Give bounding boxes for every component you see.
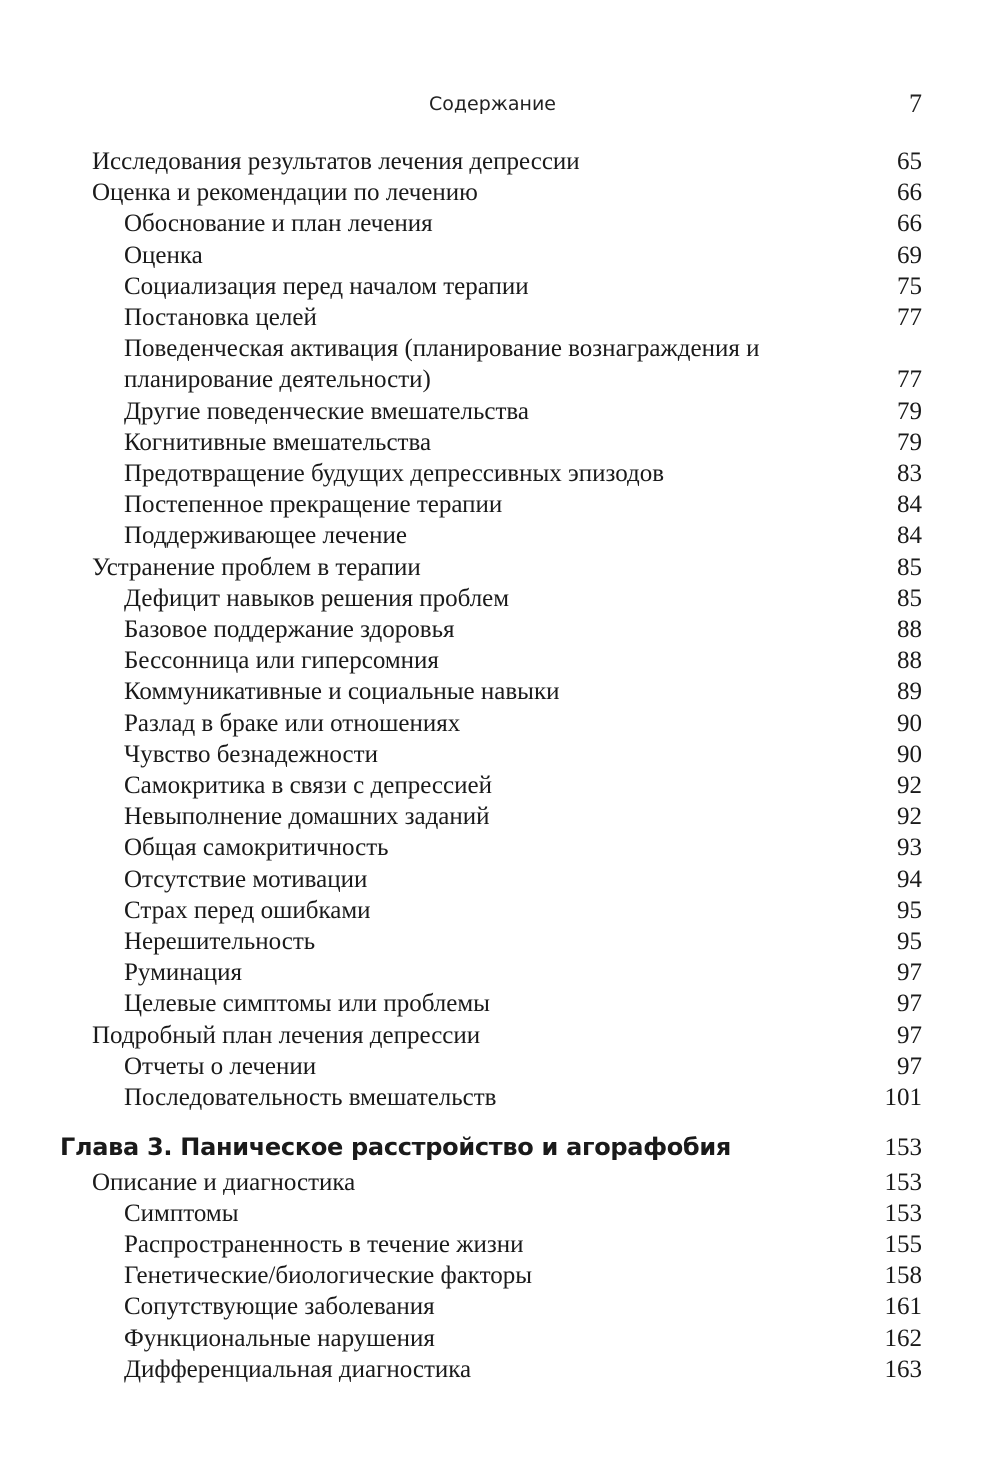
- toc-entry-page-number: 97: [897, 1021, 922, 1049]
- running-head: [0, 88, 1000, 120]
- toc-entry-page-number: 90: [897, 740, 922, 768]
- toc-entry-page-number: 158: [884, 1262, 922, 1290]
- toc-entry: [0, 864, 1000, 895]
- toc-entry-title: Бессонница или гиперсомния: [124, 647, 439, 675]
- toc-entry-page-number: 69: [897, 241, 922, 269]
- toc-entry: [0, 271, 1000, 302]
- toc-entry-title: Чувство безнадежности: [124, 740, 378, 768]
- toc-entry: [0, 801, 1000, 832]
- toc-entry-page-number: 66: [897, 179, 922, 207]
- toc-entry-page-number: 79: [897, 428, 922, 456]
- toc-entry-page-number: 75: [897, 272, 922, 300]
- toc-entry-page-number: 93: [897, 834, 922, 862]
- toc-entry: [0, 708, 1000, 739]
- toc-entry: [0, 832, 1000, 863]
- toc-entry-title: Невыполнение домашних заданий: [124, 803, 490, 831]
- toc-entry: [0, 302, 1000, 333]
- toc-entry-page-number: 77: [897, 304, 922, 332]
- toc-entry-page-number: 77: [897, 366, 922, 394]
- toc-entry-title: Поведенческая активация (планирование вознаграждения и планирование деятельности): [124, 335, 760, 394]
- toc-entry-title: Отчеты о лечении: [124, 1052, 317, 1080]
- toc-entry-page-number: 97: [897, 959, 922, 987]
- toc-entry-page-number: 94: [897, 865, 922, 893]
- toc-entry-title: Распространенность в течение жизни: [124, 1230, 524, 1258]
- toc-entry-title: Отсутствие мотивации: [124, 865, 368, 893]
- toc-entry-title: Постепенное прекращение терапии: [124, 491, 503, 519]
- toc-entry-title: Целевые симптомы или проблемы: [124, 990, 490, 1018]
- toc-entry-page-number: 84: [897, 491, 922, 519]
- toc-entry-page-number: 163: [884, 1355, 922, 1383]
- toc-entry: [0, 333, 1000, 395]
- toc-entry-page-number: 88: [897, 616, 922, 644]
- toc-entry: [0, 1323, 1000, 1354]
- toc-entry: [0, 208, 1000, 239]
- toc-entry: [0, 957, 1000, 988]
- toc-entry-title: Устранение проблем в терапии: [92, 553, 421, 581]
- toc-entry-page-number: 92: [897, 803, 922, 831]
- toc-entry: [0, 146, 1000, 177]
- toc-entry: [0, 926, 1000, 957]
- toc-entry: [0, 489, 1000, 520]
- toc-entry-title: Другие поведенческие вмешательства: [124, 397, 529, 425]
- toc-entry-title: Нерешительность: [124, 928, 316, 956]
- toc-entry-title: Когнитивные вмешательства: [124, 428, 432, 456]
- toc-entry-title: Базовое поддержание здоровья: [124, 616, 455, 644]
- toc-entry-page-number: 84: [897, 522, 922, 550]
- page-number: 7: [909, 89, 922, 118]
- toc-entry-title: Самокритика в связи с депрессией: [124, 772, 492, 800]
- toc-entry-page-number: 97: [897, 1052, 922, 1080]
- toc-entry: [0, 552, 1000, 583]
- toc-entry: [0, 988, 1000, 1019]
- toc-entry: [0, 770, 1000, 801]
- toc-entry-page-number: 162: [884, 1324, 922, 1352]
- toc-entry-title: Страх перед ошибками: [124, 896, 371, 924]
- toc-entry-page-number: 101: [884, 1084, 922, 1112]
- toc-entry: [0, 1020, 1000, 1051]
- toc-entry-page-number: 161: [884, 1293, 922, 1321]
- toc-entry-page-number: 92: [897, 772, 922, 800]
- toc-entry-title: Функциональные нарушения: [124, 1324, 435, 1352]
- toc-entry: [0, 1260, 1000, 1291]
- toc-entry: [0, 1354, 1000, 1385]
- toc-entry: [0, 676, 1000, 707]
- toc-entry-page-number: 95: [897, 928, 922, 956]
- toc-entry-title: Оценка: [124, 241, 203, 269]
- toc-entry-title: Описание и диагностика: [92, 1168, 356, 1196]
- toc-entry-title: Подробный план лечения депрессии: [92, 1021, 481, 1049]
- toc-chapter-entry: [0, 1132, 1000, 1163]
- toc-entry-title: Исследования результатов лечения депрессии: [92, 148, 580, 175]
- toc-entry-title: Глава 3. Паническое расстройство и агорафобия: [60, 1133, 731, 1162]
- toc-entry: [0, 1051, 1000, 1082]
- toc-entry-page-number: 153: [884, 1199, 922, 1227]
- toc-entry-page-number: 90: [897, 709, 922, 737]
- toc-entry-page-number: 83: [897, 460, 922, 488]
- toc-entry-page-number: 155: [884, 1230, 922, 1258]
- toc-entry: [0, 240, 1000, 271]
- toc-entry-page-number: 85: [897, 553, 922, 581]
- toc-entry: [0, 458, 1000, 489]
- toc-entry-title: Руминация: [124, 959, 243, 987]
- toc-entry-title: Дифференциальная диагностика: [124, 1355, 472, 1383]
- toc-entry-title: Предотвращение будущих депрессивных эпизодов: [124, 460, 665, 488]
- toc-entry: [0, 1229, 1000, 1260]
- toc-entry-page-number: 97: [897, 990, 922, 1018]
- toc-entry: [0, 583, 1000, 614]
- toc-entry-title: Поддерживающее лечение: [124, 522, 407, 550]
- toc-entry-page-number: 89: [897, 678, 922, 706]
- toc-entry-title: Симптомы: [124, 1199, 239, 1227]
- toc-entry-page-number: 153: [884, 1134, 922, 1162]
- toc-entry: [0, 645, 1000, 676]
- toc-entry-title: Разлад в браке или отношениях: [124, 709, 461, 737]
- toc-entry-title: Постановка целей: [124, 304, 317, 332]
- toc-entry: [0, 177, 1000, 208]
- toc-entry-page-number: 85: [897, 584, 922, 612]
- toc-entry-title: Социализация перед началом терапии: [124, 272, 529, 300]
- toc-entry-title: Общая самокритичность: [124, 834, 389, 862]
- toc-entry-page-number: 79: [897, 397, 922, 425]
- toc-entry: [0, 739, 1000, 770]
- toc-entry-page-number: 66: [897, 210, 922, 238]
- toc-entry-title: Дефицит навыков решения проблем: [124, 584, 510, 612]
- toc-entry-page-number: 153: [884, 1168, 922, 1196]
- toc-entry-title: Сопутствующие заболевания: [124, 1293, 435, 1321]
- toc-entry-page-number: 95: [897, 896, 922, 924]
- toc-entry-page-number: 65: [897, 148, 922, 175]
- toc-entry: [0, 1198, 1000, 1229]
- toc-entry: [0, 396, 1000, 427]
- toc-entry: [0, 614, 1000, 645]
- toc-entry-title: Оценка и рекомендации по лечению: [92, 179, 478, 207]
- toc-entry: [0, 1167, 1000, 1198]
- toc-entry-page-number: 88: [897, 647, 922, 675]
- toc-entry-title: Коммуникативные и социальные навыки: [124, 678, 560, 706]
- toc-entry: [0, 1291, 1000, 1322]
- toc-entry: [0, 520, 1000, 551]
- toc-entry-title: Генетические/биологические факторы: [124, 1262, 533, 1290]
- toc-entry-title: Обоснование и план лечения: [124, 210, 433, 238]
- toc-entry: [0, 427, 1000, 458]
- running-title: Содержание: [429, 93, 556, 115]
- toc-entry: [0, 895, 1000, 926]
- toc-entry: [0, 1082, 1000, 1113]
- toc-entry-title: Последовательность вмешательств: [124, 1084, 497, 1112]
- table-of-contents: [0, 146, 1000, 1385]
